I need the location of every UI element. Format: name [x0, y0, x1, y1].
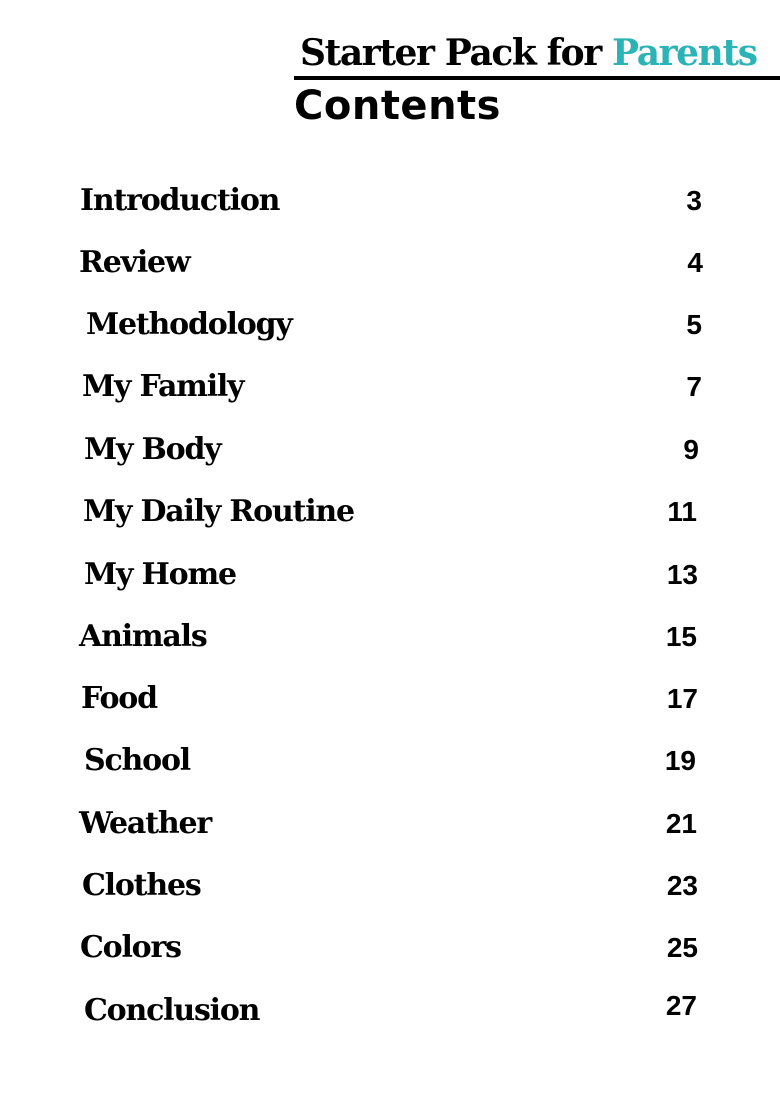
title-main: Starter Pack for [300, 32, 612, 74]
toc-item-title: Methodology [86, 307, 292, 342]
toc-item-page: 27 [665, 990, 697, 1021]
title-accent: Parents [611, 32, 757, 74]
toc-item-title: Animals [79, 619, 207, 654]
toc-item-page: 9 [683, 434, 699, 465]
toc-item-page: 21 [665, 808, 697, 839]
toc-item-title: Weather [79, 806, 211, 841]
toc-item-page: 4 [687, 247, 703, 278]
toc-item-page: 11 [667, 496, 697, 527]
contents-heading: Contents [294, 83, 501, 129]
toc-item-title: Introduction [80, 183, 280, 218]
toc-item-title: My Home [84, 557, 236, 592]
toc-item-page: 15 [665, 621, 697, 652]
document-title [300, 30, 780, 76]
toc-item-page: 25 [666, 932, 698, 963]
toc-item-page: 3 [686, 185, 702, 216]
toc-item-title: My Body [84, 432, 221, 467]
toc-item-page: 7 [686, 371, 702, 402]
toc-item-title: Food [81, 681, 157, 716]
toc-item-title: Review [79, 245, 190, 280]
toc-item-title: Conclusion [84, 993, 260, 1028]
toc-item-title: School [84, 743, 190, 778]
toc-item-page: 17 [666, 683, 698, 714]
toc-item-page: 13 [666, 559, 698, 590]
toc-item-page: 23 [666, 870, 698, 901]
toc-item-title: My Daily Routine [83, 494, 354, 529]
toc-item-page: 5 [686, 309, 702, 340]
toc-item-title: My Family [82, 369, 244, 404]
toc-item-title: Colors [80, 930, 181, 965]
toc-item-title: Clothes [82, 868, 201, 903]
toc-item-page: 19 [664, 745, 696, 776]
title-underline [294, 76, 780, 80]
